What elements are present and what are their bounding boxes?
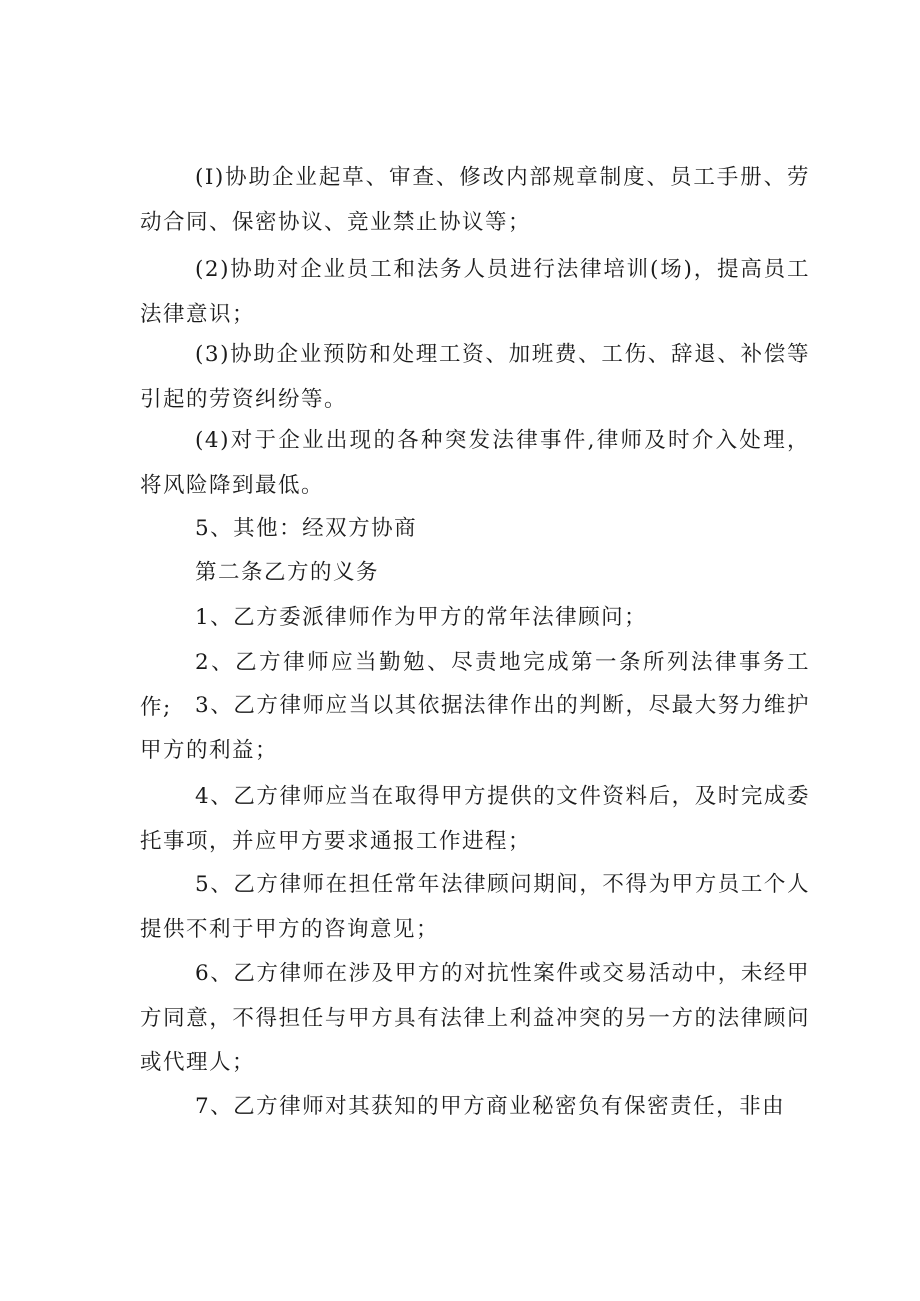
paragraph-2: (2)协助对企业员工和法务人员进行法律培训(场)，提高员工法律意识； <box>140 257 810 327</box>
paragraph-4: (4)对于企业出现的各种突发法律事件,律师及时介入处理，将风险降到最低。 <box>140 428 810 498</box>
paragraph-10: 4、乙方律师应当在取得甲方提供的文件资料后，及时完成委托事项，并应甲方要求通报工作进程； <box>140 784 810 854</box>
paragraph-5: 5、其他：经双方协商 <box>195 516 418 541</box>
paragraph-13: 7、乙方律师对其获知的甲方商业秘密负有保密责任，非由 <box>195 1094 786 1119</box>
paragraph-12: 6、乙方律师在涉及甲方的对抗性案件或交易活动中，未经甲方同意，不得担任与甲方具有法律上利益冲突的另一方的法律顾问或代理人； <box>140 961 810 1076</box>
paragraph-8: 2、乙方律师应当勤勉、尽责地完成第一条所列法律事务工作; <box>140 650 810 720</box>
paragraph-11: 5、乙方律师在担任常年法律顾问期间，不得为甲方员工个人提供不利于甲方的咨询意见； <box>140 872 810 942</box>
paragraph-3: (3)协助企业预防和处理工资、加班费、工伤、辞退、补偿等引起的劳资纠纷等。 <box>140 342 810 412</box>
paragraph-1: (I)协助企业起草、审查、修改内部规章制度、员工手册、劳动合同、保密协议、竞业禁止协议等； <box>140 165 810 235</box>
paragraph-7: 1、乙方委派律师作为甲方的常年法律顾问； <box>195 605 648 630</box>
section-heading: 第二条乙方的义务 <box>195 560 380 585</box>
paragraph-9: 3、乙方律师应当以其依据法律作出的判断，尽最大努力维护甲方的利益； <box>140 693 810 763</box>
